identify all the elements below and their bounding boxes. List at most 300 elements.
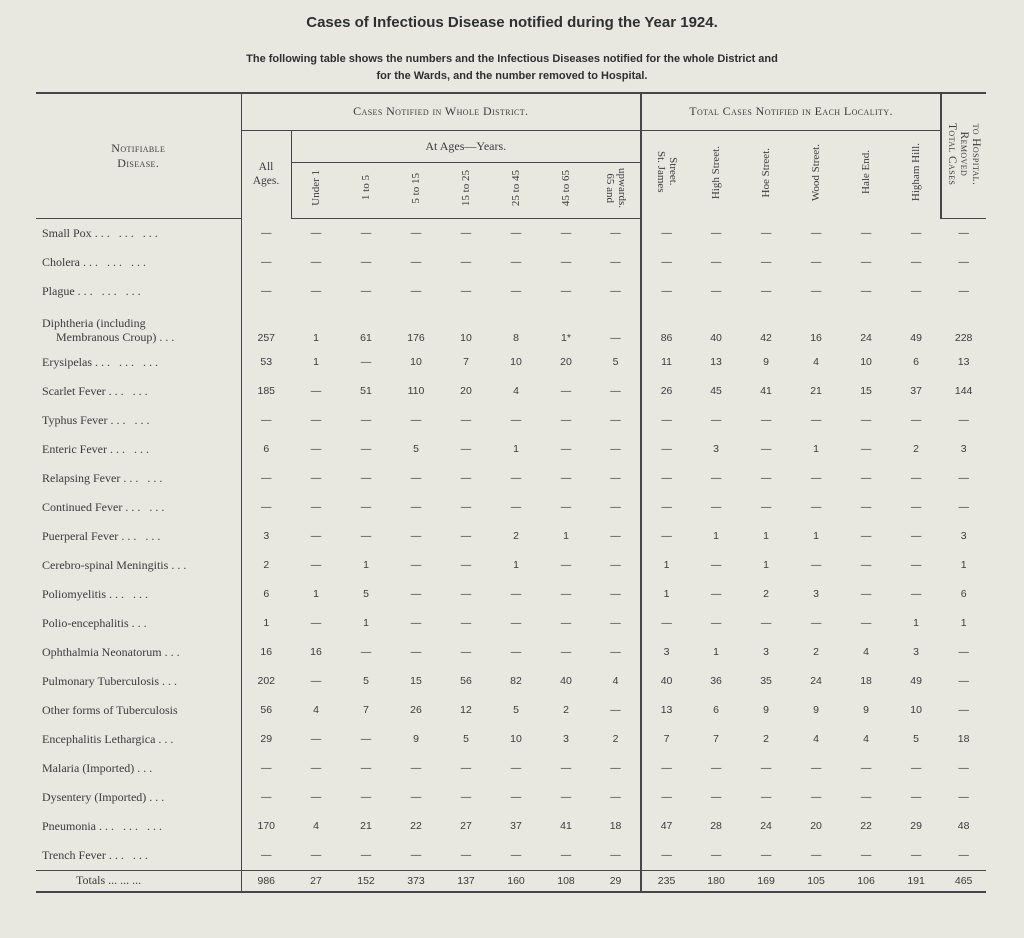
table-cell: — [410,227,422,239]
table-cell: — [310,227,322,239]
table-cell: — [760,791,772,803]
table-cell: 5 [913,733,920,745]
table-cell: 6 [713,704,719,716]
table-cell: — [360,285,372,297]
table-cell: — [958,849,969,861]
table-cell: — [661,762,672,774]
table-cell: 18 [591,812,641,841]
table-cell: 257 [241,306,291,348]
table-cell: 16 [310,646,322,658]
table-cell: — [410,530,422,542]
table-cell: — [460,791,472,803]
table-cell: 7 [463,356,469,368]
table-cell: 37 [910,385,922,397]
table-cell: 4 [813,733,819,745]
table-cell: 1 [663,588,670,600]
table-cell: 6 [241,435,291,464]
table-cell: — [510,256,522,268]
table-cell: — [860,791,872,803]
table-cell: — [860,443,872,455]
table-cell: — [241,841,291,871]
table-cell: 6 [913,356,920,368]
table-cell: — [860,559,872,571]
table-cell: — [460,617,472,629]
header-loc-hoe-street: Hoe Street. [760,147,773,197]
table-cell: 36 [710,675,722,687]
table-cell: — [860,285,872,297]
table-cell: 5 [363,675,369,687]
table-row [36,841,986,871]
totals-cell: 152 [341,870,391,892]
table-cell: — [360,443,372,455]
table-cell: — [310,559,322,571]
table-cell: 3 [763,646,769,658]
disease-name: Other forms of Tuberculosis [42,702,178,717]
table-cell: — [860,762,872,774]
table-cell: 18 [860,675,872,687]
table-cell: — [710,285,722,297]
table-cell: — [958,472,969,484]
table-cell: 4 [863,733,869,745]
table-cell: 3 [241,522,291,551]
table-cell: — [560,617,572,629]
table-cell: 37 [510,820,522,832]
table-cell: — [591,609,641,638]
table-cell: — [310,617,322,629]
table-row [36,667,986,696]
table-cell: — [710,472,722,484]
table-cell: 82 [510,675,522,687]
table-cell: — [910,762,922,774]
table-cell: — [510,762,522,774]
header-age-under-1: Under 1 [291,162,341,218]
table-cell: — [360,227,372,239]
table-cell: — [710,617,722,629]
table-cell: 41 [760,385,772,397]
table-cell: — [910,256,922,268]
table-cell: 228 [954,331,973,344]
table-row [36,522,986,551]
table-cell: — [460,285,472,297]
table-cell: — [710,762,722,774]
table-cell: — [661,530,672,542]
table-cell: — [360,501,372,513]
disease-name: Plague ... ... ... [42,283,144,298]
table-cell: 1 [241,609,291,638]
table-cell: — [310,733,322,745]
disease-name: Continued Fever ... ... [42,499,168,514]
table-cell: — [510,227,522,239]
table-cell: — [410,617,422,629]
table-cell: — [958,646,969,658]
table-cell: — [860,414,872,426]
table-cell: — [810,226,822,239]
table-cell: — [460,501,472,513]
table-cell: — [360,256,372,268]
table-cell: — [241,464,291,493]
totals-cell: 986 [241,870,291,892]
header-age-5-15: 5 to 15 [391,162,441,218]
totals-cell: 235 [641,870,691,892]
header-age-45-65: 45 to 65 [541,162,591,218]
table-cell: — [310,285,322,297]
table-cell: 1 [313,331,319,344]
disease-name: Diphtheria (including Membranous Croup) ... [42,315,178,344]
table-row [36,609,986,638]
table-cell: 1 [763,559,769,571]
table-cell: — [460,443,472,455]
totals-label: Totals ... ... ... [36,870,241,892]
table-cell: 4 [591,667,641,696]
disease-name: Puerperal Fever ... ... [42,528,164,543]
table-cell: — [560,414,572,426]
table-cell: — [310,501,322,513]
totals-row [36,870,986,892]
table-cell: 20 [810,820,822,832]
table-cell: 1* [561,331,571,344]
table-cell: 9 [863,704,869,716]
disease-name: Scarlet Fever ... ... [42,383,151,398]
disease-name: Trench Fever ... ... [42,847,151,862]
table-cell: 15 [860,385,872,397]
header-all-ages: All Ages. [241,130,291,218]
table-cell: 1 [813,530,819,542]
table-cell: — [710,256,722,268]
table-cell: 61 [360,331,372,344]
table-cell: 10 [410,356,422,368]
table-cell: — [410,414,422,426]
table-cell: — [958,791,969,803]
table-cell: — [760,849,772,861]
table-cell: — [591,638,641,667]
table-cell: — [860,501,872,513]
table-cell: — [910,226,922,239]
table-cell: — [360,414,372,426]
disease-name: Relapsing Fever ... ... [42,470,166,485]
table-cell: — [910,285,922,297]
table-cell: — [661,285,672,297]
table-cell: 24 [810,675,822,687]
table-cell: 4 [863,646,869,658]
table-cell: — [510,285,522,297]
header-at-ages: At Ages—Years. [291,130,641,162]
table-cell: — [460,530,472,542]
table-cell: 10 [510,356,522,368]
disease-name: Enteric Fever ... ... [42,441,152,456]
table-cell: 5 [413,443,419,455]
table-cell: 24 [860,331,872,344]
table-cell: — [410,559,422,571]
table-cell: — [510,646,522,658]
table-row [36,218,986,248]
table-cell: 4 [513,385,519,397]
table-cell: — [510,849,522,861]
table-row [36,580,986,609]
table-cell: 5 [463,733,469,745]
header-loc-st-james: St. James Street. [654,151,679,194]
table-cell: — [661,501,672,513]
table-cell: — [760,443,772,455]
table-cell: — [860,226,872,239]
table-cell: 6 [241,580,291,609]
table-cell: 185 [241,377,291,406]
table-cell: 3 [813,588,819,600]
totals-cell: 169 [741,870,791,892]
table-cell: 1 [313,356,319,368]
table-cell: 20 [560,356,572,368]
table-cell: 1 [913,617,920,629]
table-cell: — [760,762,772,774]
subtitle-line-2: for the Wards, and the number removed to Hospital. [376,70,648,82]
table-cell: — [310,791,322,803]
table-cell: 3 [713,443,719,455]
totals-cell: 465 [941,870,986,892]
table-cell: — [560,849,572,861]
table-cell: 9 [813,704,819,716]
table-cell: — [241,783,291,812]
table-cell: — [241,277,291,306]
table-cell: — [410,588,422,600]
table-cell: — [958,704,969,716]
table-cell: — [591,306,641,348]
table-cell: — [560,559,572,571]
table-cell: — [760,226,772,239]
table-cell: 10 [910,704,922,716]
table-cell: — [910,791,922,803]
table-cell: — [910,588,922,600]
table-cell: — [460,762,472,774]
table-cell: — [460,849,472,861]
table-cell: 2 [763,588,769,600]
table-row [36,435,986,464]
table-footer [36,870,986,892]
table-cell: — [860,617,872,629]
table-cell: 10 [510,733,522,745]
table-header [36,93,986,218]
page-title: Cases of Infectious Disease notified during the Year 1924. [306,14,718,31]
table-cell: — [460,559,472,571]
header-each-locality: Total Cases Notified in Each Locality. [641,93,941,130]
table-cell: — [958,675,969,687]
table-cell: 48 [957,820,970,832]
table-cell: 24 [760,820,772,832]
table-cell: 10 [460,331,472,344]
table-cell: — [591,277,641,306]
totals-cell: 373 [391,870,441,892]
disease-name: Encephalitis Lethargica ... [42,731,177,746]
table-cell: 53 [241,348,291,377]
table-cell: 1 [713,530,719,542]
table-cell: 9 [763,356,769,368]
table-cell: 40 [660,675,673,687]
table-cell: 170 [241,812,291,841]
table-cell: 144 [954,385,973,397]
table-row [36,754,986,783]
table-cell: — [860,472,872,484]
disease-name: Pneumonia ... ... ... [42,818,165,833]
table-cell: — [910,559,922,571]
table-cell: — [810,617,822,629]
table-row [36,464,986,493]
header-whole-district: Cases Notified in Whole District. [241,93,641,130]
table-cell: 49 [910,331,922,344]
table-cell: 26 [410,704,422,716]
table-cell: 110 [407,385,425,397]
table-cell: — [760,414,772,426]
table-cell: — [661,617,672,629]
table-cell: 1 [813,443,819,455]
header-age-65-up: 65 and upwards. [591,162,641,218]
table-cell: 7 [663,733,670,745]
table-row [36,783,986,812]
table-cell: — [860,530,872,542]
table-cell: — [661,256,672,268]
table-cell: — [560,227,572,239]
table-cell: — [460,414,472,426]
totals-cell: 106 [841,870,891,892]
table-cell: — [760,617,772,629]
table-cell: — [241,218,291,248]
table-cell: — [510,617,522,629]
table-row [36,696,986,725]
table-cell: 56 [460,675,472,687]
table-cell: 47 [660,820,673,832]
table-cell: — [560,762,572,774]
table-cell: — [560,443,572,455]
table-cell: 41 [560,820,572,832]
table-cell: — [360,646,372,658]
table-cell: — [591,435,641,464]
table-cell: — [661,226,672,239]
disease-name: Ophthalmia Neonatorum ... [42,644,183,659]
table-cell: — [760,472,772,484]
header-age-1-5: 1 to 5 [341,162,391,218]
table-cell: 6 [960,588,967,600]
table-cell: — [591,696,641,725]
header-removed-to-hospital: Total Cases Removed to Hospital. [941,93,986,218]
table-cell: — [360,530,372,542]
table-cell: 10 [860,356,872,368]
table-cell: 26 [660,385,673,397]
page-subtitle [212,51,812,85]
disease-name: Polio-encephalitis ... [42,615,150,630]
table-cell: — [560,256,572,268]
table-row [36,348,986,377]
table-row [36,377,986,406]
table-cell: — [591,754,641,783]
table-cell: — [591,377,641,406]
table-cell: — [591,841,641,871]
table-cell: — [710,791,722,803]
table-cell: 42 [760,331,772,344]
disease-name: Cerebro-spinal Meningitis ... [42,557,190,572]
table-cell: — [310,385,322,397]
table-cell: — [360,472,372,484]
totals-cell: 29 [591,870,641,892]
table-cell: — [560,791,572,803]
table-cell: 3 [913,646,920,658]
table-body [36,218,986,870]
table-cell: — [661,472,672,484]
table-cell: — [910,472,922,484]
table-cell: 5 [363,588,369,600]
table-cell: — [410,646,422,658]
table-row [36,551,986,580]
table-cell: — [310,443,322,455]
header-loc-hale-end: Hale End. [860,150,873,195]
table-row [36,725,986,754]
table-cell: 27 [460,820,472,832]
table-cell: — [241,248,291,277]
table-cell: — [810,559,822,571]
disease-name: Dysentery (Imported) ... [42,789,168,804]
table-cell: 2 [241,551,291,580]
totals-cell: 191 [891,870,941,892]
table-cell: 3 [663,646,670,658]
table-cell: — [710,559,722,571]
header-loc-high-street: High Street. [710,145,723,199]
table-cell: — [910,414,922,426]
totals-cell: 160 [491,870,541,892]
table-cell: 1 [513,443,519,455]
table-cell: — [360,356,372,368]
table-cell: — [958,256,969,268]
table-row [36,277,986,306]
table-cell: — [760,501,772,513]
table-cell: — [410,501,422,513]
subtitle-line-1: The following table shows the numbers and the Infectious Diseases notified for the whole District and [246,53,778,65]
table-cell: 1 [363,617,369,629]
table-cell: — [360,791,372,803]
table-cell: — [661,791,672,803]
table-cell: — [591,493,641,522]
disease-name: Cholera ... ... ... [42,254,149,269]
table-cell: 2 [513,530,519,542]
table-cell: 2 [763,733,769,745]
table-cell: — [710,501,722,513]
totals-cell: 180 [691,870,741,892]
table-cell: — [510,501,522,513]
totals-cell: 137 [441,870,491,892]
table-cell: — [810,501,822,513]
table-cell: — [410,472,422,484]
table-row [36,493,986,522]
table-cell: 22 [410,820,422,832]
table-cell: — [460,588,472,600]
table-cell: 13 [710,356,722,368]
table-cell: 2 [563,704,569,716]
table-cell: — [310,472,322,484]
table-cell: 3 [960,443,967,455]
table-cell: — [710,414,722,426]
table-cell: — [560,501,572,513]
table-cell: 202 [241,667,291,696]
table-cell: 40 [710,331,722,344]
table-cell: — [360,849,372,861]
table-cell: — [710,226,722,239]
table-row [36,248,986,277]
table-cell: 9 [413,733,419,745]
table-cell: 2 [591,725,641,754]
table-row [36,812,986,841]
totals-cell: 27 [291,870,341,892]
table-cell: — [241,754,291,783]
table-cell: 1 [960,559,967,571]
table-cell: 45 [710,385,722,397]
table-cell: — [560,285,572,297]
table-cell: 12 [460,704,472,716]
header-disease: Notifiable Disease. [36,93,241,218]
